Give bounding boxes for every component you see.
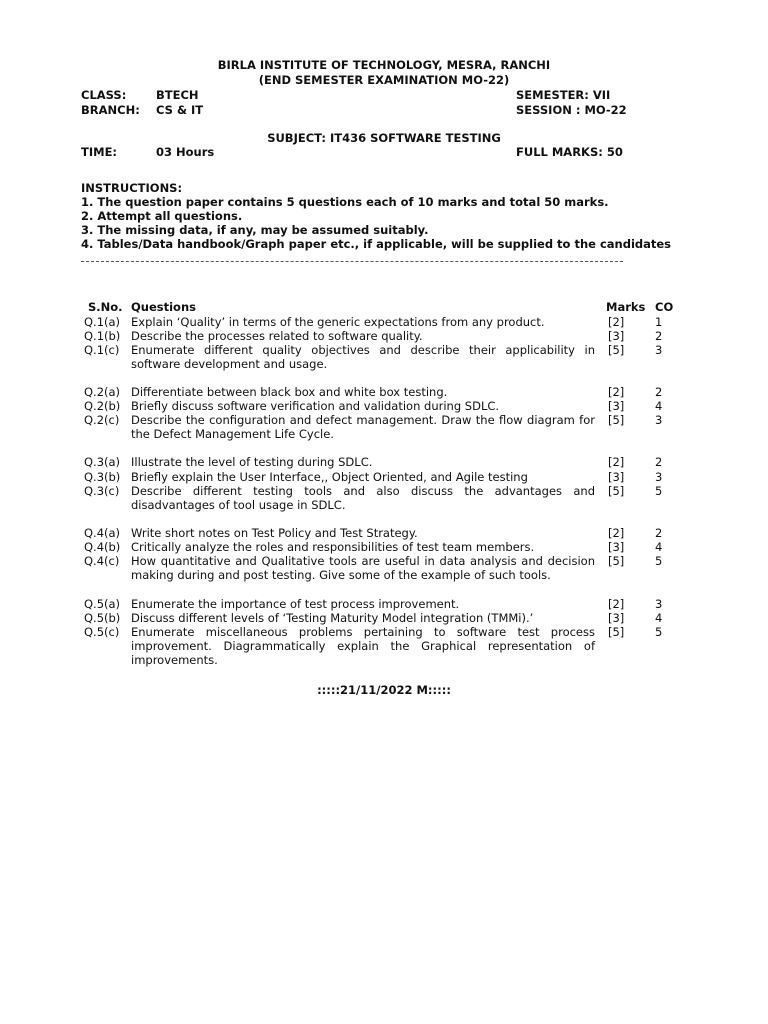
question-marks: [3] bbox=[608, 399, 625, 413]
question-text: Differentiate between black box and white box testing. bbox=[131, 385, 448, 399]
question-co: 3 bbox=[655, 413, 663, 427]
time-value: 03 Hours bbox=[156, 145, 215, 159]
class-label: CLASS: bbox=[81, 88, 127, 102]
exam-title: (END SEMESTER EXAMINATION MO-22) bbox=[258, 73, 510, 87]
question-co: 2 bbox=[655, 455, 663, 469]
footer-date: :::::21/11/2022 M::::: bbox=[317, 683, 451, 697]
question-number: Q.4(b) bbox=[84, 540, 121, 554]
question-text: Critically analyze the roles and responsibilities of test team members. bbox=[131, 540, 535, 554]
question-text: Write short notes on Test Policy and Test Strategy. bbox=[131, 526, 418, 540]
branch-label: BRANCH: bbox=[81, 103, 140, 117]
question-marks: [2] bbox=[608, 597, 625, 611]
question-number: Q.5(a) bbox=[84, 597, 121, 611]
question-co: 3 bbox=[655, 343, 663, 357]
question-text: Enumerate different quality objectives and describe their applicability in software development and usage. bbox=[131, 343, 595, 371]
question-co: 5 bbox=[655, 554, 663, 568]
header-questions: Questions bbox=[131, 300, 196, 314]
question-number: Q.3(b) bbox=[84, 470, 121, 484]
class-value: BTECH bbox=[156, 88, 199, 102]
question-number: Q.1(b) bbox=[84, 329, 121, 343]
question-marks: [3] bbox=[608, 329, 625, 343]
full-marks: FULL MARKS: 50 bbox=[516, 145, 623, 159]
institute-title: BIRLA INSTITUTE OF TECHNOLOGY, MESRA, RANCHI bbox=[217, 58, 551, 72]
header-sno: S.No. bbox=[88, 300, 123, 314]
session: SESSION : MO-22 bbox=[516, 103, 627, 117]
question-number: Q.5(b) bbox=[84, 611, 121, 625]
question-text: How quantitative and Qualitative tools are useful in data analysis and decision making during and post testing. Give some of the example of such tools. bbox=[131, 554, 595, 582]
question-number: Q.4(a) bbox=[84, 526, 121, 540]
question-text: Describe the configuration and defect management. Draw the flow diagram for the Defect Management Life Cycle. bbox=[131, 413, 595, 441]
question-number: Q.5(c) bbox=[84, 625, 120, 639]
question-number: Q.2(a) bbox=[84, 385, 121, 399]
question-number: Q.1(a) bbox=[84, 315, 121, 329]
question-marks: [5] bbox=[608, 484, 625, 498]
branch-value: CS & IT bbox=[156, 103, 204, 117]
question-number: Q.4(c) bbox=[84, 554, 120, 568]
question-text: Illustrate the level of testing during SDLC. bbox=[131, 455, 373, 469]
question-co: 2 bbox=[655, 385, 663, 399]
header-co: CO bbox=[655, 300, 674, 314]
question-text: Explain ‘Quality’ in terms of the generic expectations from any product. bbox=[131, 315, 545, 329]
question-marks: [2] bbox=[608, 455, 625, 469]
question-co: 3 bbox=[655, 470, 663, 484]
instruction-item: 1. The question paper contains 5 questions each of 10 marks and total 50 marks. bbox=[81, 195, 609, 209]
question-co: 4 bbox=[655, 399, 663, 413]
question-text: Describe the processes related to software quality. bbox=[131, 329, 423, 343]
question-number: Q.2(c) bbox=[84, 413, 120, 427]
question-co: 4 bbox=[655, 611, 663, 625]
section-divider bbox=[81, 261, 623, 262]
question-co: 1 bbox=[655, 315, 663, 329]
question-marks: [5] bbox=[608, 554, 625, 568]
question-text: Enumerate the importance of test process improvement. bbox=[131, 597, 460, 611]
question-co: 5 bbox=[655, 484, 663, 498]
question-co: 2 bbox=[655, 526, 663, 540]
question-co: 5 bbox=[655, 625, 663, 639]
question-marks: [5] bbox=[608, 625, 625, 639]
question-number: Q.3(c) bbox=[84, 484, 120, 498]
question-text: Enumerate miscellaneous problems pertaining to software test process improvement. Diagrammatically explain the Graphical representation of improvements. bbox=[131, 625, 595, 667]
question-text: Briefly explain the User Interface,, Object Oriented, and Agile testing bbox=[131, 470, 528, 484]
subject: SUBJECT: IT436 SOFTWARE TESTING bbox=[267, 131, 501, 145]
question-marks: [3] bbox=[608, 470, 625, 484]
question-marks: [2] bbox=[608, 526, 625, 540]
header-marks: Marks bbox=[606, 300, 646, 314]
instructions-title: INSTRUCTIONS: bbox=[81, 181, 183, 195]
question-text: Briefly discuss software verification and validation during SDLC. bbox=[131, 399, 500, 413]
question-co: 3 bbox=[655, 597, 663, 611]
question-number: Q.3(a) bbox=[84, 455, 121, 469]
question-number: Q.2(b) bbox=[84, 399, 121, 413]
instruction-item: 4. Tables/Data handbook/Graph paper etc., if applicable, will be supplied to the candidates bbox=[81, 237, 672, 251]
question-marks: [5] bbox=[608, 413, 625, 427]
question-marks: [2] bbox=[608, 315, 625, 329]
instruction-item: 2. Attempt all questions. bbox=[81, 209, 243, 223]
question-co: 4 bbox=[655, 540, 663, 554]
question-text: Discuss different levels of ‘Testing Maturity Model integration (TMMi).’ bbox=[131, 611, 534, 625]
semester: SEMESTER: VII bbox=[516, 88, 611, 102]
question-marks: [3] bbox=[608, 540, 625, 554]
question-text: Describe different testing tools and also discuss the advantages and disadvantages of tool usage in SDLC. bbox=[131, 484, 595, 512]
question-marks: [5] bbox=[608, 343, 625, 357]
question-co: 2 bbox=[655, 329, 663, 343]
instruction-item: 3. The missing data, if any, may be assumed suitably. bbox=[81, 223, 429, 237]
question-marks: [2] bbox=[608, 385, 625, 399]
time-label: TIME: bbox=[81, 145, 118, 159]
question-number: Q.1(c) bbox=[84, 343, 120, 357]
question-marks: [3] bbox=[608, 611, 625, 625]
